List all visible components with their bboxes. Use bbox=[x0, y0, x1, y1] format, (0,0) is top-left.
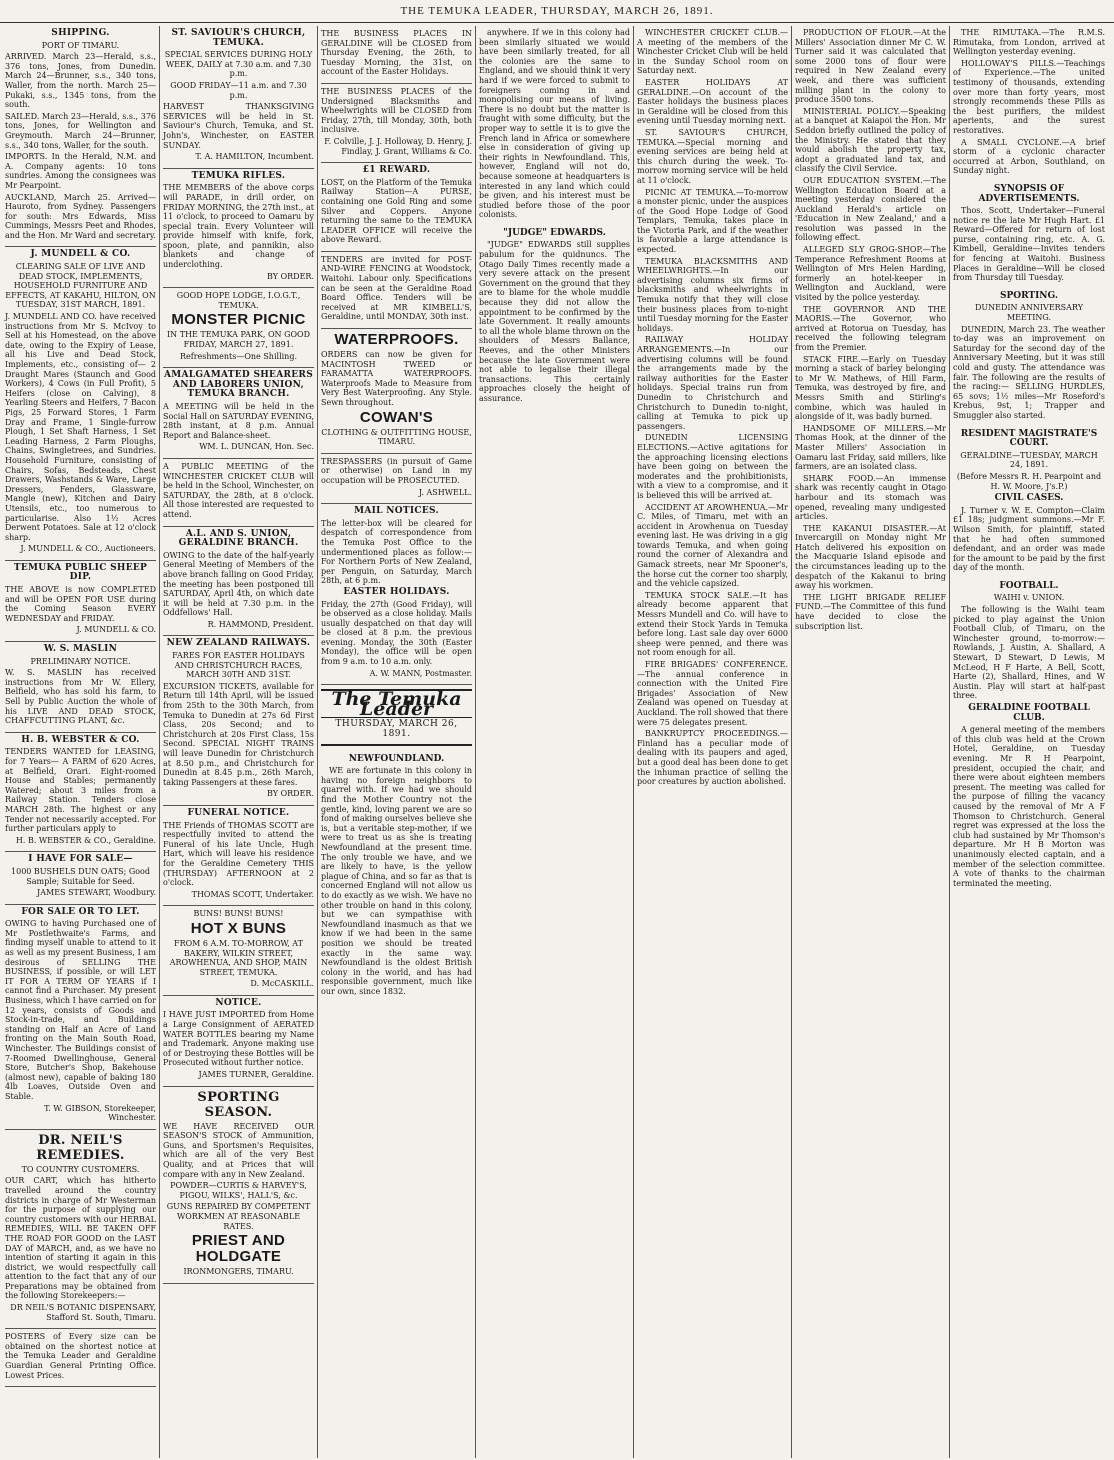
news-millers: HANDSOME OF MILLERS.—Mr Thomas Hook, at the dinner of the Master Millers' Association in Oamaru last Friday, said millers, like farmers, are an isolated class. bbox=[795, 423, 946, 472]
funeral-heading: FUNERAL NOTICE. bbox=[187, 807, 290, 818]
judge-edwards-article bbox=[479, 224, 630, 408]
judge-heading: "JUDGE" EDWARDS. bbox=[503, 227, 606, 238]
waihi-heading: WAIHI v. UNION. bbox=[993, 593, 1065, 603]
geraldine-fc-heading: GERALDINE FOOTBALL CLUB. bbox=[968, 703, 1090, 723]
lodge-heading: GOOD HOPE LODGE, I.O.G.T., TEMUKA. bbox=[176, 291, 301, 310]
news-kakanui: THE KAKANUI DISASTER.—At Invercargill on Monday night Mr Hatch delivered his exposition on the Macquarie Island episode and the circumstances leading up to the despatch of the Kakanui to bring away his workmen. bbox=[795, 523, 946, 591]
water-body: ORDERS can now be given for MACINTOSH TWEED or FARAMATTA WATERPROOFS. Waterproofs Made to Measure from Very Best Waterproofing. Any Style. Sewn throughout. bbox=[321, 350, 472, 407]
synopsis-section bbox=[953, 180, 1105, 287]
news-governor: THE GOVERNOR AND THE MAORIS.—The Governor, who arrived at Rotorua on Tuesday, has received the following telegram from the Premier. bbox=[795, 304, 946, 352]
synopsis-body: Thos. Scott, Undertaker—Funeral notice re the late Mr Hugh Hart. £1 Reward—Offered for return of lost purse, containing ring, etc. A. G. Kimbell, Geraldine—Invites tenders for fencing at Waitohi. Business Places in Geraldine—Will be closed from Thursday till Tuesday. bbox=[953, 206, 1105, 283]
neil-subheading: TO COUNTRY CUSTOMERS. bbox=[21, 1164, 140, 1174]
nf-continued-body: anywhere. If we in this colony had been similarly situated we would have been similarly treated, for all the colonies are the same to England, and we should think it very hard if we were forced to submit to foreigners coming in and monopolising our means of living. There is no doubt but the matter is fraught with some difficulty, but the proper way to settle it is to give the French land in Africa or somewhere else in consideration of giving up their rights in Newfoundland. This, however, England will not do, because someone at headquarters is interested in any land which could be given, and his interest must be studied before those of the poor colonists. bbox=[479, 28, 630, 220]
st-saviours-church bbox=[163, 26, 314, 169]
shipping-arrived: ARRIVED. March 23—Herald, s.s., 376 tons, Jones, from Dunedin. March 24—Brunner, s.s., 340 tons, Waller, from the north. March 25—Pukaki, s.s., 1345 tons, from the south. bbox=[5, 52, 156, 110]
buns-signature: D. McCASKILL. bbox=[250, 979, 314, 989]
maslin-heading: W. S. MASLIN bbox=[43, 644, 118, 655]
maslin-notice bbox=[5, 642, 156, 733]
cricket-meeting bbox=[163, 459, 314, 527]
shipping-sailed: SAILED. March 23—Herald, s.s., 376 tons, Jones, for Wellington and Greymouth. March 24—Brunner, s.s., 340 tons, Waller, for the south. bbox=[5, 111, 156, 150]
blacksmiths-notice bbox=[321, 84, 472, 163]
easter-heading: EASTER HOLIDAYS. bbox=[343, 586, 450, 597]
picnic-refreshments: Refreshments—One Shilling. bbox=[180, 351, 297, 361]
rail-heading: NEW ZEALAND RAILWAYS. bbox=[166, 638, 311, 649]
waterproofs-ad bbox=[321, 329, 472, 454]
general-news bbox=[795, 26, 946, 635]
sporting-section bbox=[953, 287, 1105, 425]
local-news bbox=[637, 26, 788, 791]
nz-railways bbox=[163, 636, 314, 806]
civil-body: J. Turner v. W. E. Compton—Claim £1 18s; judgment summons.—Mr F. Wilson Smith, for plaintiff, stated that he had often summoned defendant, and an order was made for the amount to be paid by the first day of the month. bbox=[953, 505, 1105, 573]
news-railway: RAILWAY HOLIDAY ARRANGEMENTS.—In our advertising columns will be found the arrangements made by the railway authorities for the Easter holidays. Special trains run from Dunedin to Christchurch and Christchurch to Dunedin to-night, calling at Temuka to pick up passengers. bbox=[637, 335, 788, 431]
trespass-signature: J. ASHWELL. bbox=[418, 487, 472, 497]
leader-date: THURSDAY, MARCH 26, 1891. bbox=[321, 717, 472, 739]
easter-signature: A. W. MANN, Postmaster. bbox=[369, 668, 472, 678]
maslin-notice-heading: PRELIMINARY NOTICE. bbox=[30, 656, 131, 666]
shipping-title: SHIPPING. bbox=[51, 28, 110, 38]
church-friday: GOOD FRIDAY—11 a.m. and 7.30 p.m. bbox=[170, 80, 307, 100]
church-heading: ST. SAVIOUR'S CHURCH, TEMUKA. bbox=[171, 28, 306, 48]
sale-heading: FOR SALE OR TO LET. bbox=[21, 906, 140, 917]
mail-body: The letter-box will be cleared for despatch of correspondence from the Temuka Post Office to the undermentioned places as follow:— For Northern Ports of New Zealand, per Penguin, on Saturday, March 28th, at 6 p.m. bbox=[321, 518, 472, 586]
news-picnic: PICNIC AT TEMUKA.—To-morrow a monster picnic, under the auspices of the Good Hope Lodge of Good Templars, Temuka, takes place in the Victoria Park, and if the weather is favorable a large attendance is expected. bbox=[637, 187, 788, 255]
news-licensing: DUNEDIN LICENSING ELECTIONS.—Active agitations for the approaching licensing elections have been going on between the moderates and the prohibitionists, with a view to a compromise, and it is believed this will be arrived at. bbox=[637, 433, 788, 500]
aso-union bbox=[163, 527, 314, 637]
newspaper-columns bbox=[2, 26, 1112, 1458]
oats-signature: JAMES STEWART, Woodbury. bbox=[37, 888, 156, 898]
picnic-body: IN THE TEMUKA PARK, ON GOOD FRIDAY, MARCH 27, 1891. bbox=[166, 330, 310, 350]
editorial-masthead bbox=[321, 689, 472, 745]
oats-heading: I HAVE FOR SALE— bbox=[28, 854, 133, 865]
football-heading: FOOTBALL. bbox=[999, 580, 1059, 591]
cowan-subheading: CLOTHING & OUTFITTING HOUSE, TIMARU. bbox=[321, 427, 472, 447]
oats-for-sale bbox=[5, 852, 156, 904]
column-4 bbox=[476, 26, 634, 1458]
funeral-body: THE Friends of THOMAS SCOTT are respectfully invited to attend the Funeral of his late Uncle, Hugh Hart, which will leave his residence for the Geraldine Cemetery THIS (THURSDAY) AFTERNOON at 2 o'clock. bbox=[163, 820, 314, 888]
sheep-dip-heading: TEMUKA PUBLIC SHEEP DIP. bbox=[13, 562, 148, 583]
water-heading: WATERPROOFS. bbox=[334, 331, 459, 349]
places2-signature: F. Colville, J. J. Holloway, D. Henry, J. Findlay, J. Grant, Williams & Co. bbox=[324, 136, 472, 156]
priest-subheading: IRONMONGERS, TIMARU. bbox=[183, 1267, 294, 1277]
synopsis-heading: SYNOPSIS OF ADVERTISEMENTS. bbox=[978, 183, 1080, 204]
sheep-dip-notice bbox=[5, 561, 156, 642]
monster-picnic bbox=[163, 288, 314, 368]
news-st-saviours: ST. SAVIOUR'S CHURCH, TEMUKA.—Special morning and evening services are being held at this church during the week. To-morrow morning service will be held at 11 o'clock. bbox=[637, 127, 788, 185]
buns-heading: HOT X BUNS bbox=[190, 919, 287, 937]
posters-body: POSTERS of Every size can be obtained on the shortest notice at the Temuka Leader and Geraldine Guardian General Printing Office. Lowest Prices. bbox=[5, 1332, 156, 1380]
fencing-tenders bbox=[321, 252, 472, 329]
sale-or-let bbox=[5, 905, 156, 1130]
sale-body: OWING to having Purchased one of Mr Postlethwaite's Farms, and finding myself unable to attend to it as well as my present Business, I am desirous of SELLING THE BUSINESS, if possible, or will LET IT FOR A TERM OF YEARS if I cannot find a Purchaser. My present Business, which I have carried on for 12 years, consists of Goods and Stock-in-trade, and Buildings standing on Half an Acre of Land fronting on the Main South Road, Winchester. The Buildings consist of 7-Roomed Dwellinghouse, General Store, Butcher's Shop, Bakehouse (almost new), capable of baking 180 4lb Loaves, Outside Oven and Stable. bbox=[5, 919, 157, 1101]
news-holloway: HOLLOWAY'S PILLS.—Teachings of Experience.—The united testimony of thousands, extending over more than forty years, most strongly recommends these Pills as the best purifiers, the mildest aperients, and the surest restoratives. bbox=[953, 58, 1105, 135]
waihi-body: The following is the Waihi team picked to play against the Union Football Club, of Timaru, on the Winchester ground, to-morrow:—Rowlands, J. Austin, A. Shallard, A Stewart, D Stewart, D Lewis, M McLeod, H F Harte, A Bell, Scott, Harte (2), Shallard, Hines, and W Austin. Play will start at half-past three. bbox=[953, 605, 1105, 701]
shearers-heading: AMALGAMATED SHEARERS AND LABORERS UNION, TEMUKA BRANCH. bbox=[163, 370, 314, 400]
mundell-clearing-sale bbox=[5, 247, 156, 560]
rifles-body: THE MEMBERS of the above corps will PARADE, in drill order, on FRIDAY MORNING, the 27th inst., at 11 o'clock, to proceed to Oamaru by special train. Every Volunteer will provide himself with knife, fork, spoon, plate, and pannikin, also blankets and change of underclothing. bbox=[163, 183, 314, 270]
shearers-signature: WM. L. DUNCAN, Hon. Sec. bbox=[199, 442, 314, 452]
reward-notice bbox=[321, 163, 472, 252]
clearing-sale-body: J. MUNDELL AND CO. have received instructions from Mr S. McIvoy to Sell at his Homestead, on the above date, owing to the Expiry of Lease, all his Live and Dead Stock, Implements, etc., consisting of— 2 Draught Mares (Staunch and Good Workers), 4 Cows (in Full Profit), 5 Heifers (close on Calving), 8 Yearling Steers and Heifers, 7 Bacon Pigs, 25 Forward Stores, 1 Farm Dray and Frame, 1 Single-furrow Plough, 1 Set Shaft Harness, 1 Set Leading Harness, 2 Farm Ploughs, Chains, Swingletrees, and Sundries. Household Furniture, consisting of Chairs, Sofas, Bedsteads, Chest Drawers, Washstands & Ware, Large Dressers, Fenders, Glassware, Mangle (new), Kitchen and Dairy Utensils, etc., too numerous to particularise. Also 1½ Acres Derwent Potatoes. Sale at 12 o'clock sharp. bbox=[5, 312, 156, 542]
sale-signature: T. W. GIBSON, Storekeeper, Winchester. bbox=[44, 1103, 156, 1123]
sport-powder: POWDER—CURTIS & HARVEY'S, PIGOU, WILKS', HALL'S, &c. bbox=[170, 1181, 307, 1200]
court-subheading: GERALDINE—TUESDAY, MARCH 24, 1891. bbox=[960, 450, 1098, 470]
news-fire-brigades: FIRE BRIGADES' CONFERENCE.—The annual conference in connection with the United Fire Brigades' Association of New Zealand was opened on Tuesday at Auckland. The roll showed that there were 75 delegates present. bbox=[637, 660, 788, 727]
sporting-subheading: DUNEDIN ANNIVERSARY MEETING. bbox=[974, 303, 1083, 323]
church-harvest: HARVEST THANKSGIVING SERVICES will be held in St. Saviour's Church, Temuka, and St. John's, Winchester, on EASTER SUNDAY. bbox=[163, 102, 314, 150]
shearers-body: A MEETING will be held in the Social Hall on SATURDAY EVENING, 28th instant, at 8 p.m. Annual Report and Balance-sheet. bbox=[163, 402, 315, 440]
news-education: OUR EDUCATION SYSTEM.—The Wellington Education Board at a meeting yesterday considered the Auckland Herald's article on 'Education in New Zealand,' and a resolution was passed in the following effect. bbox=[795, 175, 946, 243]
news-shark: SHARK FOOD.—An immense shark was recently caught in Otago harbour and its stomach was opened, revealing many undigested articles. bbox=[795, 473, 946, 522]
column-3 bbox=[318, 26, 476, 1458]
hot-cross-buns bbox=[163, 906, 314, 996]
neil-signature: DR NEIL'S BOTANIC DISPENSARY, Stafford St. South, Timaru. bbox=[10, 1303, 156, 1322]
news-ministerial: MINISTERIAL POLICY.—Speaking at a banquet at Kaiapoi the Hon. Mr Seddon briefly outlined the policy of the Ministry. He stated that they would abolish the property tax, adopt a graduated land tax, and classify the Civil Service. bbox=[795, 106, 946, 174]
aso-signature: R. HAMMOND, President. bbox=[207, 619, 314, 629]
column-2 bbox=[160, 26, 318, 1458]
mail-heading: MAIL NOTICES. bbox=[354, 506, 439, 517]
civil-heading: CIVIL CASES. bbox=[994, 493, 1064, 504]
buns-top: BUNS! BUNS! BUNS! bbox=[193, 909, 284, 919]
funeral-notice bbox=[163, 806, 314, 906]
column-7 bbox=[950, 26, 1108, 1458]
priest-heading: PRIEST AND HOLDGATE bbox=[191, 1232, 286, 1266]
fencing-tenders-body: TENDERS are invited for POST-AND-WIRE FENCING at Woodstock, Waitohi. Labour only. Specifications can be seen at the Geraldine Road Board Office. Tenders will be received at MR KIMBELL'S, Geraldine, until MONDAY, 30th inst. bbox=[321, 254, 472, 322]
sporting-season bbox=[163, 1087, 314, 1284]
football-section bbox=[953, 577, 1105, 892]
mail-notices bbox=[321, 504, 472, 685]
shipping-section bbox=[5, 26, 156, 247]
news-stock-sale: TEMUKA STOCK SALE.—It has already become apparent that Messrs Mundell and Co. will have to extend their Stock Yards in Temuka before long. Last sale day over 6000 sheep were penned, and there was not room enough for all. bbox=[637, 590, 788, 658]
misc-news bbox=[953, 26, 1105, 180]
clearing-sale-heading: CLEARING SALE OF LIVE AND DEAD STOCK, IMPLEMENTS, HOUSEHOLD FURNITURE AND EFFECTS, AT KAKAHU, HILTON, ON TUESDAY, 31ST MARCH, 1891. bbox=[5, 262, 156, 310]
places-body: THE BUSINESS PLACES IN GERALDINE will be CLOSED from Thursday Evening, the 26th, to Tuesday Morning, the 31st, on account of the Easter Holidays. bbox=[321, 29, 472, 77]
notice-heading: NOTICE. bbox=[215, 997, 262, 1008]
news-arowhenua-accident: ACCIDENT AT AROWHENUA.—Mr C. Miles, of Timaru, met with an accident in Arowhenua on Tuesday evening last. He was driving in a gig towards Temuka, and when going round the corner of Alexandra and Gamack streets, near Mr Spooner's, the horse cut the corner too sharply, and the vehicle capsized. bbox=[637, 502, 788, 589]
funeral-signature: THOMAS SCOTT, Undertaker. bbox=[191, 889, 314, 899]
sport-repairs: GUNS REPAIRED BY COMPETENT WORKMEN AT REASONABLE RATES. bbox=[166, 1202, 311, 1231]
nf-body: WE are fortunate in this colony in having no foreign neighbors to quarrel with. If we had we should find the Mother Country not the gentle, kind, loving parent we are so fond of making ourselves believe she is, but a veritable step-mother, if we were to treat us as she is treating Newfoundland at the present time. The only trouble we have, and we are likely to have, is the yellow plague of China, and so far as that is concerned England will not allow us to do exactly as we wish. We have no other trouble on hand in this colony, but we can sympathise with Newfoundland inasmuch as that we know if we had been in the same position we should be treated exactly in the same way. Newfoundland is the oldest British colony in the world, and has had responsible government, much like our own, since 1832. bbox=[321, 766, 472, 996]
court-bench: (Before Messrs R. H. Pearpoint and H. W. Moore, J's.P.) bbox=[956, 471, 1102, 491]
church-signature: T. A. HAMILTON, Incumbent. bbox=[195, 152, 314, 162]
sport-body: WE HAVE RECEIVED OUR SEASON'S STOCK of Ammunition, Guns, and Sportsmen's Requisites, which are all of the very Best Quality, and at Prices that will compare with any in New Zealand. bbox=[163, 1121, 314, 1179]
news-rimutaka: THE RIMUTAKA.—The R.M.S. Rimutaka, from London, arrived at Wellington yesterday evening. bbox=[953, 28, 1105, 57]
places2-body: THE BUSINESS PLACES of the Undersigned Blacksmiths and Wheelwrights will be CLOSED from Friday, 27th, till Monday, 30th, both inclusive. bbox=[321, 86, 472, 135]
news-relief-fund: THE LIGHT BRIGADE RELIEF FUND.—The Committee of this fund have decided to close the subscription list. bbox=[795, 592, 946, 631]
church-special: SPECIAL SERVICES DURING HOLY WEEK, DAILY at 7.30 a.m. and 7.30 p.m. bbox=[164, 50, 313, 79]
picnic-heading: MONSTER PICNIC bbox=[171, 311, 306, 329]
news-blacksmiths: TEMUKA BLACKSMITHS AND WHEELWRIGHTS.—In our advertising columns six firms of blacksmiths and wheelwrights in Temuka notify that they will close their business places from to-night until Tuesday morning for the Easter holidays. bbox=[637, 256, 788, 333]
rail-subheading: FARES FOR EASTER HOLIDAYS AND CHRISTCHURCH RACES, MARCH 30TH AND 31ST. bbox=[172, 651, 305, 680]
shipping-auckland: AUCKLAND, March 25. Arrived—Hauroto, from Sydney. Passengers for south: Mrs Edwards, Miss Cummings, Messrs Peet and Rhodes, and the Hon. Mr Ward and secretary. bbox=[5, 192, 156, 240]
nf-heading: NEWFOUNDLAND. bbox=[348, 753, 445, 764]
newfoundland-article bbox=[321, 750, 472, 1001]
shipping-imports: IMPORTS. In the Herald, N.M. and A. Company agents: 10 tons sundries. Among the consignees was Mr Pearpoint. bbox=[5, 152, 156, 190]
tenders-body: TENDERS WANTED for LEASING, for 7 Years— A FARM of 620 Acres, at Belfield, Orari. Eight-roomed House and Stables; permanently Watered; about 3 miles from a Railway Station. Tenders close MARCH 28th. The highest or any Tender not necessarily accepted. For further particulars apply to bbox=[5, 747, 156, 834]
news-easter-holidays: EASTER HOLIDAYS AT GERALDINE.—On account of the Easter holidays the business places in Geraldine will be closed from this evening until Tuesday morning next. bbox=[637, 77, 788, 126]
news-cyclone: A SMALL CYCLONE.—A brief storm of a cyclonic character occurred at Arbon, Southland, on Sunday night. bbox=[953, 137, 1105, 176]
neil-body: OUR CART, which has hitherto travelled around the country districts in charge of Mr Westerman for the purpose of supplying our country customers with our HERBAL REMEDIES, WILL BE TAKEN OFF THE ROAD FOR GOOD on the LAST DAY of MARCH, and, as we have no intention of starting it again in this district, we would respectfully call attention to the fact that any of our Preparations may be obtained from the following Storekeepers:— bbox=[5, 1176, 156, 1301]
shipping-subtitle: PORT OF TIMARU. bbox=[41, 40, 120, 50]
rail-signature: BY ORDER. bbox=[267, 789, 314, 799]
news-sly-grog: ALLEGED SLY GROG-SHOP.—The Temperance Refreshment Rooms at Wellington of Mrs Helen Harding, formerly an hotel-keeper in Wellington and Auckland, were visited by the police yesterday. bbox=[795, 245, 946, 303]
cricket-body: A PUBLIC MEETING of the WINCHESTER CRICKET CLUB will be held in the School, Winchester, on SATURDAY, the 28th, at 8 o'clock. All those interested are requested to attend. bbox=[163, 461, 315, 519]
maslin-notice-body: W. S. MASLIN has received instructions from Mr W. Ellery, Belfield, who has sold his farm, to Sell by Public Auction the whole of his LIVE AND DEAD STOCK, CHAFFCUTTING PLANT, &c. bbox=[5, 668, 156, 726]
cowan-heading: COWAN'S bbox=[359, 408, 434, 426]
news-bankruptcy: BANKRUPTCY PROCEEDINGS.—Finland has a peculiar mode of dealing with its paupers and aged, but a good deal has been done to get the inhuman practice of selling the poor creatures by auction abolished. bbox=[637, 729, 788, 787]
news-winchester-cricket: WINCHESTER CRICKET CLUB.—A meeting of the members of the Winchester Cricket Club will be held in the Sunday School room on Saturday next. bbox=[637, 28, 788, 76]
rifles-heading: TEMUKA RIFLES. bbox=[191, 170, 286, 181]
court-section bbox=[953, 425, 1105, 577]
column-5 bbox=[634, 26, 792, 1458]
notice-body: I HAVE JUST IMPORTED from Home a Large Consignment of AERATED WATER BOTTLES bearing my Name and Trademark. Anyone making use of or Destroying these Bottles will be Prosecuted without further notice. bbox=[163, 1010, 314, 1068]
shearers-union bbox=[163, 368, 314, 459]
judge-body: "JUDGE" EDWARDS still supplies pabulum for the quidnuncs. The Otago Daily Times recently made a very severe attack on the present Government on the ground that they are to blame for the whole muddle because they did not allow the appointment to be confirmed by the late Government. It really amounts to all the whole blame thrown on the shoulders of Messrs Ballance, Reeves, and the other Ministers because the late Government were not able to legalise their illegal transactions. This certainly approaches closely the height of assurance. bbox=[479, 240, 630, 403]
rail-body: EXCURSION TICKETS, available for Return till 14th April, will be issued from 25th to the 30th March, from Temuka to Dunedin at 27s 6d First Class, 20s Second; and to Christchurch at 20s First Class, 15s Second. SPECIAL NIGHT TRAINS will leave Dunedin for Christchurch at 8.50 p.m., and Christchurch for Dunedin at 8.45 p.m., 26th March, taking Passengers at these fares. bbox=[163, 681, 314, 787]
webster-tenders bbox=[5, 733, 156, 853]
tenders-signature: H. B. WEBSTER & CO., Geraldine. bbox=[15, 835, 156, 845]
business-places-notice bbox=[321, 26, 472, 84]
sport-heading: SPORTING SEASON. bbox=[197, 1089, 280, 1120]
reward-body: LOST, on the Platform of the Temuka Railway Station—A PURSE, containing one Gold Ring and some Silver and Coppers. Anyone returning the same to the TEMUKA LEADER OFFICE will receive the above Reward. bbox=[321, 177, 472, 245]
court-heading: RESIDENT MAGISTRATE'S COURT. bbox=[960, 428, 1098, 449]
webster-heading: H. B. WEBSTER & CO. bbox=[21, 734, 140, 745]
sporting-body: DUNEDIN, March 23. The weather to-day was an improvement on Saturday for the second day of the Anniversary Meeting, but it was still cold and gusty. The attendance was fair. The following are the results of the racing:— SELLING HURDLES, 65 sovs; 1½ miles—Mr Roseford's Krebus, 9st, 1; Trapper and Smuggler also started. bbox=[953, 324, 1105, 420]
sheep-dip-body: THE ABOVE is now COMPLETED and will be OPEN FOR USE during the Coming Season EVERY WEDNESDAY and FRIDAY. bbox=[5, 585, 156, 623]
leader-title: The Temuka Leader bbox=[331, 688, 462, 720]
newfoundland-continued bbox=[479, 26, 630, 224]
column-6 bbox=[792, 26, 950, 1458]
column-1 bbox=[2, 26, 160, 1458]
news-stack-fire: STACK FIRE.—Early on Tuesday morning a stack of barley belonging to Mr W. Mathews, of Hill Farm, Temuka, was destroyed by fire, and Messrs Smith and Stirling's combine, which was hauled in alongside of it, was badly burned. bbox=[795, 354, 946, 422]
dr-neils-remedies bbox=[5, 1130, 156, 1330]
news-flour: PRODUCTION OF FLOUR.—At the Millers' Association dinner Mr C. W. Turner said it was calculated that some 2000 tons of flour were required in New Zealand every week, and there was sufficient milling plant in the colony to produce 3500 tons. bbox=[795, 28, 946, 105]
bottles-notice bbox=[163, 996, 314, 1087]
neil-heading: DR. NEIL'S REMEDIES. bbox=[36, 1132, 125, 1163]
rifles-signature: BY ORDER. bbox=[267, 271, 314, 281]
buns-body: FROM 6 A.M. TO-MORROW, AT BAKERY, WILKIN STREET, AROWHENUA, AND SHOP, MAIN STREET, TEMUKA. bbox=[169, 938, 308, 977]
oats-body: 1000 BUSHELS DUN OATS; Good Sample; Suitable for Seed. bbox=[11, 866, 150, 886]
aso-heading: A.L. AND S. UNION, GERALDINE BRANCH. bbox=[178, 528, 299, 549]
notice-signature: JAMES TURNER, Geraldine. bbox=[198, 1070, 314, 1080]
sporting-heading: SPORTING. bbox=[999, 290, 1059, 301]
reward-heading: £1 REWARD. bbox=[362, 165, 431, 176]
easter-body: Friday, the 27th (Good Friday), will be observed as a close holiday. Mails usually despatched on that day will be closed at 8 p.m. the previous evening. Monday, the 30th (Easter Monday), the office will be open from 9 a.m. to 10 a.m. only. bbox=[321, 599, 472, 667]
mundell-heading: J. MUNDELL & CO. bbox=[30, 249, 131, 260]
temuka-rifles bbox=[163, 169, 314, 289]
aso-body: OWING to the date of the half-yearly General Meeting of Members of the above branch falling on Good Friday, the meeting has been postponed till SATURDAY, April 4th, on which date it will be held at 7.30 p.m. in the Oddfellows' Hall. bbox=[163, 550, 314, 618]
clearing-sale-signature: J. MUNDELL & CO., Auctioneers. bbox=[20, 544, 156, 554]
trespass-body: TRESPASSERS (in pursuit of Game or otherwise) on Land in my occupation will be PROSECUTED. bbox=[321, 456, 472, 485]
trespass-notice bbox=[321, 454, 472, 504]
posters-notice bbox=[5, 1329, 156, 1387]
geraldine-fc-body: A general meeting of the members of this club was held at the Crown Hotel, Geraldine, on Tuesday evening. Mr R H Pearpoint, president, occupied the chair, and there were about eighteen members present. The meeting was called for the purpose of filling the vacancy caused by the removal of Mr A F Thomson to Christchurch. General regret was expressed at the loss the club had sustained by Mr Thomson's departure. Mr H B Morton was unanimously elected captain, and a member of the selection committee. A vote of thanks to the chairman terminated the meeting. bbox=[953, 725, 1105, 888]
sheep-dip-signature: J. MUNDELL & CO. bbox=[76, 625, 156, 635]
masthead: THE TEMUKA LEADER, THURSDAY, MARCH 26, 1891. bbox=[0, 0, 1114, 23]
